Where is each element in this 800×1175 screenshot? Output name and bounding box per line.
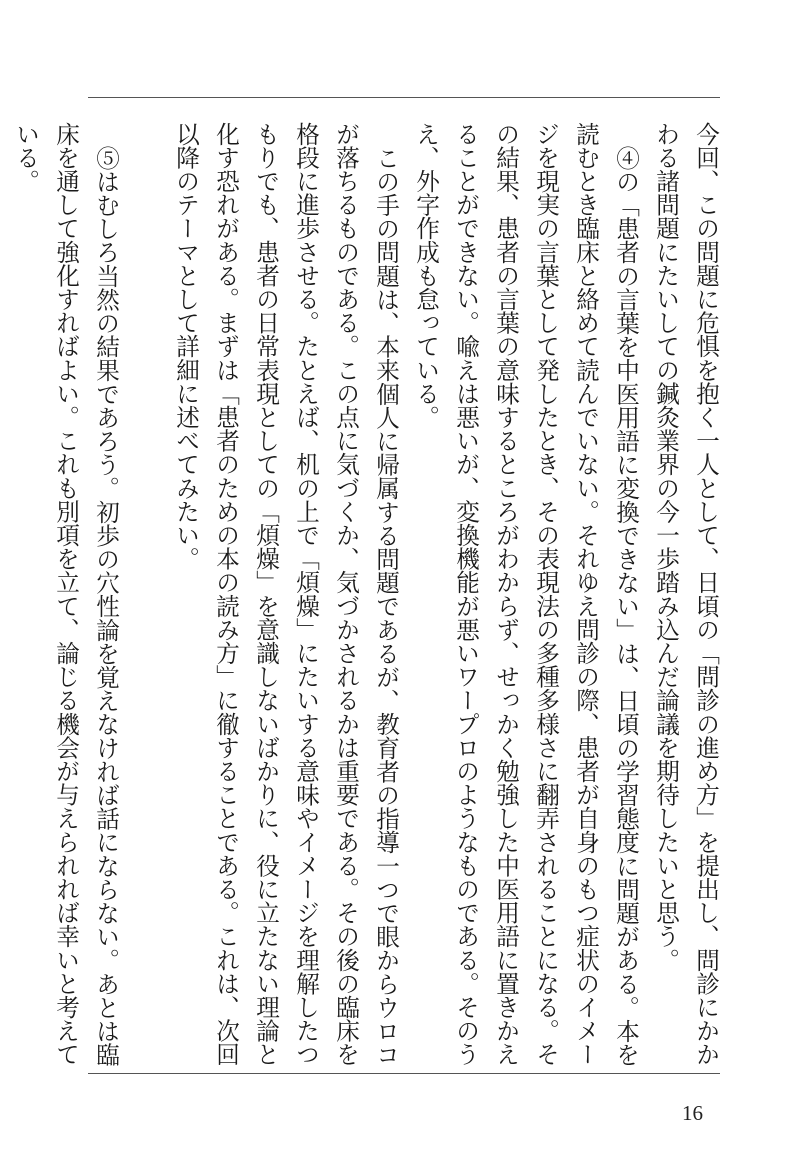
paragraph-3: この手の問題は、本来個人に帰属する問題であるが、教育者の指導一つで眼からウロコが落ちるものである。この点に気づくか、気づかされるかは重要である。その後の臨床を格段に進歩させる。たとえば、机の上で「煩燥」にたいする意味やイメージを理解したつもりでも、患者の日常表現としての「煩燥」を意識しないばかりに、役に立たない理論と化す恐れがある。まずは「患者のための本の読み方」に徹することである。これは、次回以降のテーマとして詳細に述べてみたい。 [172,122,400,1066]
bottom-rule [88,1073,720,1074]
paragraph-1: 今回、この問題に危惧を抱く一人として、日頃の「問診の進め方」を提出し、問診にかかわる諸問題にたいしての鍼灸業界の今一歩踏み込んだ論議を期待したいと思う。 [652,122,720,1066]
top-rule [88,97,720,98]
vertical-body-text [0,122,726,1066]
paragraph-2: ④の「患者の言葉を中医用語に変換できない」は、日頃の学習態度に問題がある。本を読むとき臨床と絡めて読んでいない。それゆえ問診の際、患者が自身のもつ症状のイメージを現実の言葉として発したとき、その表現法の多種多様さに翻弄されることになる。その結果、患者の言葉の意味するところがわからず、せっかく勉強した中医用語に置きかえることができない。喩えは悪いが、変換機能が悪いワープロのようなものである。そのうえ、外字作成も怠っている。 [412,122,640,1066]
page-number: 16 [682,1101,703,1125]
paragraph-4: ⑤はむしろ当然の結果であろう。初歩の穴性論を覚えなければ話にならない。あとは臨床を通して強化すればよい。これも別項を立て、論じる機会が与えられれば幸いと考えている。 [12,122,120,1066]
paragraph-5 [0,122,6,1066]
